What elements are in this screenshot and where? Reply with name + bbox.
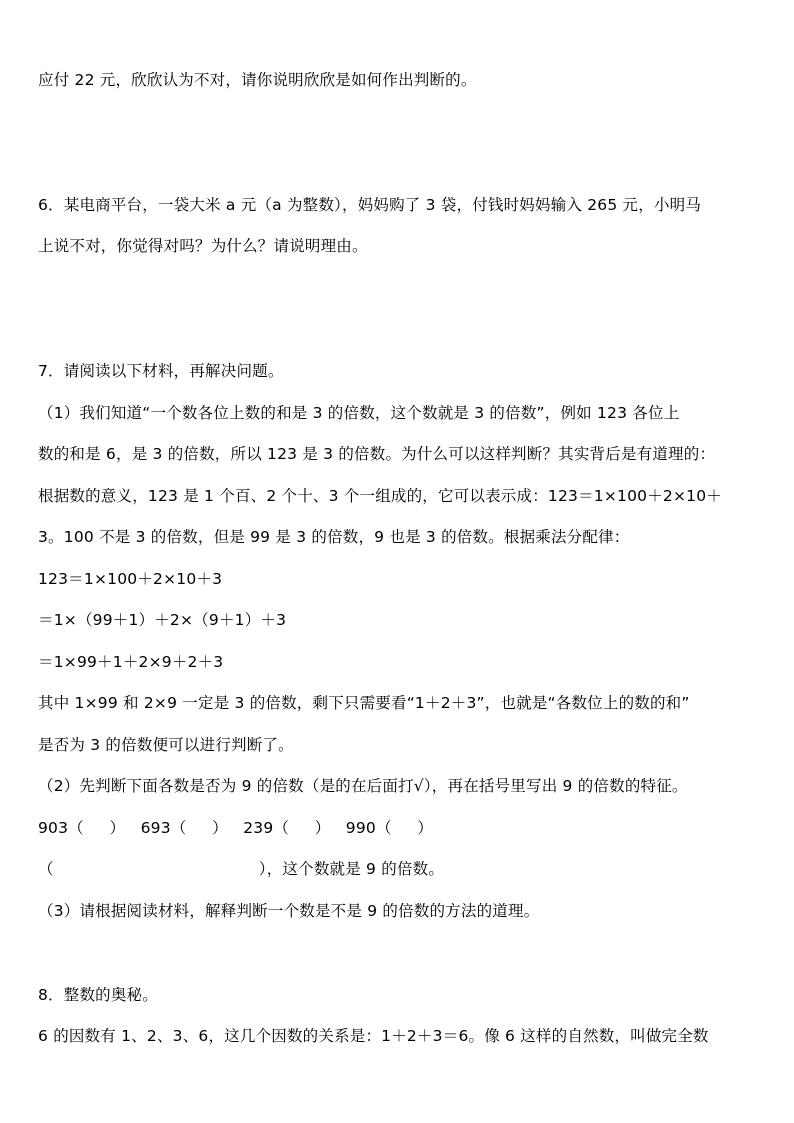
q7-part1-line-4: 3。100 不是 3 的倍数，但是 99 是 3 的倍数，9 也是 3 的倍数。根据乘法分配律： <box>38 528 630 546</box>
equation-line-3: ＝1×99＋1＋2×9＋2＋3 <box>38 653 224 671</box>
q7-part1-line-6: 是否为 3 的倍数便可以进行判断了。 <box>38 736 294 754</box>
q6-line-1: 6．某电商平台，一袋大米 a 元（a 为整数），妈妈购了 3 袋，付钱时妈妈输入 265 元，小明马 <box>38 196 702 214</box>
q7-heading: 7．请阅读以下材料，再解决问题。 <box>38 362 284 380</box>
q7-part1-line-3: 根据数的意义，123 是 1 个百、2 个十、3 个一组成的，它可以表示成：123＝1×100＋2×10＋ <box>38 487 722 505</box>
q7-part1-line-1: （1）我们知道“一个数各位上数的和是 3 的倍数，这个数就是 3 的倍数”，例如 123 各位上 <box>38 404 680 422</box>
q8-line-1: 6 的因数有 1、2、3、6，这几个因数的关系是：1＋2＋3＝6。像 6 这样的自然数，叫做完全数 <box>38 1027 709 1045</box>
q8-heading: 8．整数的奥秘。 <box>38 986 158 1004</box>
equation-line-2: ＝1×（99＋1）＋2×（9＋1）＋3 <box>38 611 287 629</box>
q7-part1-line-2: 数的和是 6，是 3 的倍数，所以 123 是 3 的倍数。为什么可以这样判断？其实背后是有道理的： <box>38 445 716 463</box>
q7-part2-instruction: （2）先判断下面各数是否为 9 的倍数（是的在后面打√），再在括号里写出 9 的倍数的特征。 <box>38 777 688 795</box>
q7-part1-line-5: 其中 1×99 和 2×9 一定是 3 的倍数，剩下只需要看“1＋2＋3”，也就是“各数位上的数的和” <box>38 694 690 712</box>
q7-part3: （3）请根据阅读材料，解释判断一个数是不是 9 的倍数的方法的道理。 <box>38 902 540 920</box>
equation-line-1: 123＝1×100＋2×10＋3 <box>38 570 223 588</box>
q7-part2-answer-blank: （ ），这个数就是 9 的倍数。 <box>38 860 445 878</box>
q5-line-end: 应付 22 元，欣欣认为不对，请你说明欣欣是如何作出判断的。 <box>38 71 477 89</box>
q7-part2-numbers: 903（ ） 693（ ） 239（ ） 990（ ） <box>38 819 434 837</box>
q6-line-2: 上说不对，你觉得对吗？为什么？请说明理由。 <box>38 237 368 255</box>
